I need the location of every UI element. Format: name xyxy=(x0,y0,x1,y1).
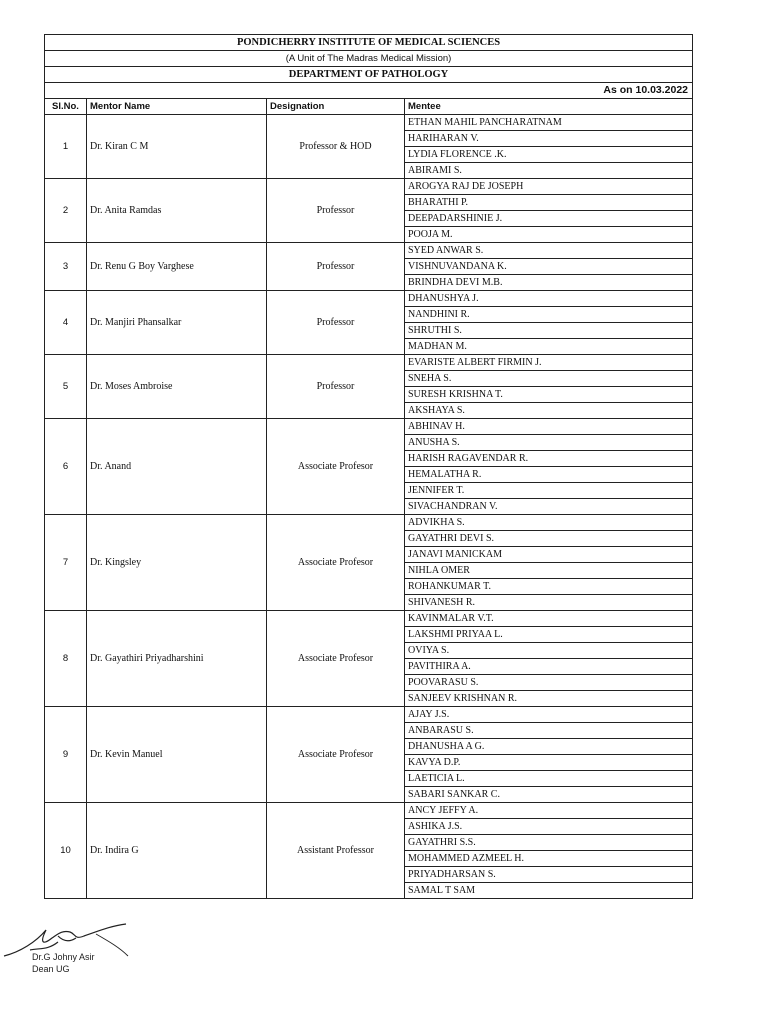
col-designation: Designation xyxy=(267,99,405,115)
mentor-name-cell: Dr. Indira G xyxy=(87,803,267,899)
mentee-cell: SIVACHANDRAN V. xyxy=(405,499,693,515)
mentee-cell: SURESH KRISHNA T. xyxy=(405,387,693,403)
mentor-name-cell: Dr. Moses Ambroise xyxy=(87,355,267,419)
mentor-table xyxy=(44,34,693,899)
mentee-cell: LAKSHMI PRIYAA L. xyxy=(405,627,693,643)
sl-no-cell: 8 xyxy=(45,611,87,707)
table-row xyxy=(45,803,693,819)
sl-no-cell: 9 xyxy=(45,707,87,803)
designation-cell: Professor & HOD xyxy=(267,115,405,179)
mentee-cell: OVIYA S. xyxy=(405,643,693,659)
mentee-cell: VISHNUVANDANA K. xyxy=(405,259,693,275)
mentee-cell: DHANUSHYA J. xyxy=(405,291,693,307)
col-sl-no: Sl.No. xyxy=(45,99,87,115)
mentee-cell: GAYATHRI DEVI S. xyxy=(405,531,693,547)
mentee-cell: SNEHA S. xyxy=(405,371,693,387)
designation-cell: Professor xyxy=(267,291,405,355)
table-row xyxy=(45,179,693,195)
department-name: DEPARTMENT OF PATHOLOGY xyxy=(45,67,693,83)
mentee-cell: HEMALATHA R. xyxy=(405,467,693,483)
mentor-name-cell: Dr. Kevin Manuel xyxy=(87,707,267,803)
mentee-cell: PRIYADHARSAN S. xyxy=(405,867,693,883)
mentee-cell: JANAVI MANICKAM xyxy=(405,547,693,563)
designation-cell: Associate Profesor xyxy=(267,419,405,515)
designation-cell: Professor xyxy=(267,243,405,291)
table-row xyxy=(45,419,693,435)
mentee-cell: EVARISTE ALBERT FIRMIN J. xyxy=(405,355,693,371)
mentee-cell: ANBARASU S. xyxy=(405,723,693,739)
mentee-cell: KAVYA D.P. xyxy=(405,755,693,771)
mentee-cell: ASHIKA J.S. xyxy=(405,819,693,835)
signatory-name: Dr.G Johny Asir xyxy=(32,952,95,962)
designation-cell: Professor xyxy=(267,179,405,243)
table-row xyxy=(45,115,693,131)
mentee-cell: ABHINAV H. xyxy=(405,419,693,435)
table-row xyxy=(45,355,693,371)
mentee-cell: AKSHAYA S. xyxy=(405,403,693,419)
mentee-cell: NANDHINI R. xyxy=(405,307,693,323)
mentor-name-cell: Dr. Kiran C M xyxy=(87,115,267,179)
mentee-cell: ABIRAMI S. xyxy=(405,163,693,179)
mentee-cell: KAVINMALAR V.T. xyxy=(405,611,693,627)
sl-no-cell: 10 xyxy=(45,803,87,899)
mentor-name-cell: Dr. Anita Ramdas xyxy=(87,179,267,243)
mentee-cell: POOVARASU S. xyxy=(405,675,693,691)
sl-no-cell: 5 xyxy=(45,355,87,419)
mentee-cell: SHRUTHI S. xyxy=(405,323,693,339)
institution-name: PONDICHERRY INSTITUTE OF MEDICAL SCIENCES xyxy=(45,35,693,51)
mentee-cell: JENNIFER T. xyxy=(405,483,693,499)
mentee-cell: LYDIA FLORENCE .K. xyxy=(405,147,693,163)
table-row xyxy=(45,611,693,627)
mentee-cell: MADHAN M. xyxy=(405,339,693,355)
mentee-cell: BHARATHI P. xyxy=(405,195,693,211)
designation-cell: Associate Profesor xyxy=(267,611,405,707)
mentee-cell: AJAY J.S. xyxy=(405,707,693,723)
mentee-cell: NIHLA OMER xyxy=(405,563,693,579)
sl-no-cell: 7 xyxy=(45,515,87,611)
mentee-cell: HARIHARAN V. xyxy=(405,131,693,147)
designation-cell: Associate Profesor xyxy=(267,707,405,803)
mentee-cell: SABARI SANKAR C. xyxy=(405,787,693,803)
table-row xyxy=(45,515,693,531)
mentee-cell: BRINDHA DEVI M.B. xyxy=(405,275,693,291)
mentee-cell: ETHAN MAHIL PANCHARATNAM xyxy=(405,115,693,131)
designation-cell: Professor xyxy=(267,355,405,419)
mentee-cell: SYED ANWAR S. xyxy=(405,243,693,259)
sl-no-cell: 2 xyxy=(45,179,87,243)
mentor-name-cell: Dr. Renu G Boy Varghese xyxy=(87,243,267,291)
mentee-cell: DHANUSHA A G. xyxy=(405,739,693,755)
mentee-cell: POOJA M. xyxy=(405,227,693,243)
table-row xyxy=(45,243,693,259)
mentee-cell: LAETICIA L. xyxy=(405,771,693,787)
sl-no-cell: 1 xyxy=(45,115,87,179)
mentor-name-cell: Dr. Kingsley xyxy=(87,515,267,611)
mentee-cell: SHIVANESH R. xyxy=(405,595,693,611)
designation-cell: Associate Profesor xyxy=(267,515,405,611)
mentee-cell: DEEPADARSHINIE J. xyxy=(405,211,693,227)
mentee-cell: ANUSHA S. xyxy=(405,435,693,451)
table-row xyxy=(45,707,693,723)
designation-cell: Assistant Professor xyxy=(267,803,405,899)
sl-no-cell: 3 xyxy=(45,243,87,291)
mentee-cell: GAYATHRI S.S. xyxy=(405,835,693,851)
mentor-name-cell: Dr. Gayathiri Priyadharshini xyxy=(87,611,267,707)
table-body xyxy=(45,115,693,899)
sl-no-cell: 4 xyxy=(45,291,87,355)
mentor-name-cell: Dr. Anand xyxy=(87,419,267,515)
signatory-title: Dean UG xyxy=(32,964,70,974)
mentor-name-cell: Dr. Manjiri Phansalkar xyxy=(87,291,267,355)
mentee-cell: ADVIKHA S. xyxy=(405,515,693,531)
mentee-cell: AROGYA RAJ DE JOSEPH xyxy=(405,179,693,195)
mentee-cell: HARISH RAGAVENDAR R. xyxy=(405,451,693,467)
table-row xyxy=(45,291,693,307)
mentor-list-sheet xyxy=(44,34,692,914)
mentee-cell: SANJEEV KRISHNAN R. xyxy=(405,691,693,707)
mentee-cell: ANCY JEFFY A. xyxy=(405,803,693,819)
mentee-cell: PAVITHIRA A. xyxy=(405,659,693,675)
col-mentor-name: Mentor Name xyxy=(87,99,267,115)
col-mentee: Mentee xyxy=(405,99,693,115)
mentee-cell: ROHANKUMAR T. xyxy=(405,579,693,595)
mentee-cell: SAMAL T SAM xyxy=(405,883,693,899)
unit-line: (A Unit of The Madras Medical Mission) xyxy=(45,51,693,67)
mentee-cell: MOHAMMED AZMEEL H. xyxy=(405,851,693,867)
sl-no-cell: 6 xyxy=(45,419,87,515)
as-on-date: As on 10.03.2022 xyxy=(45,83,693,99)
